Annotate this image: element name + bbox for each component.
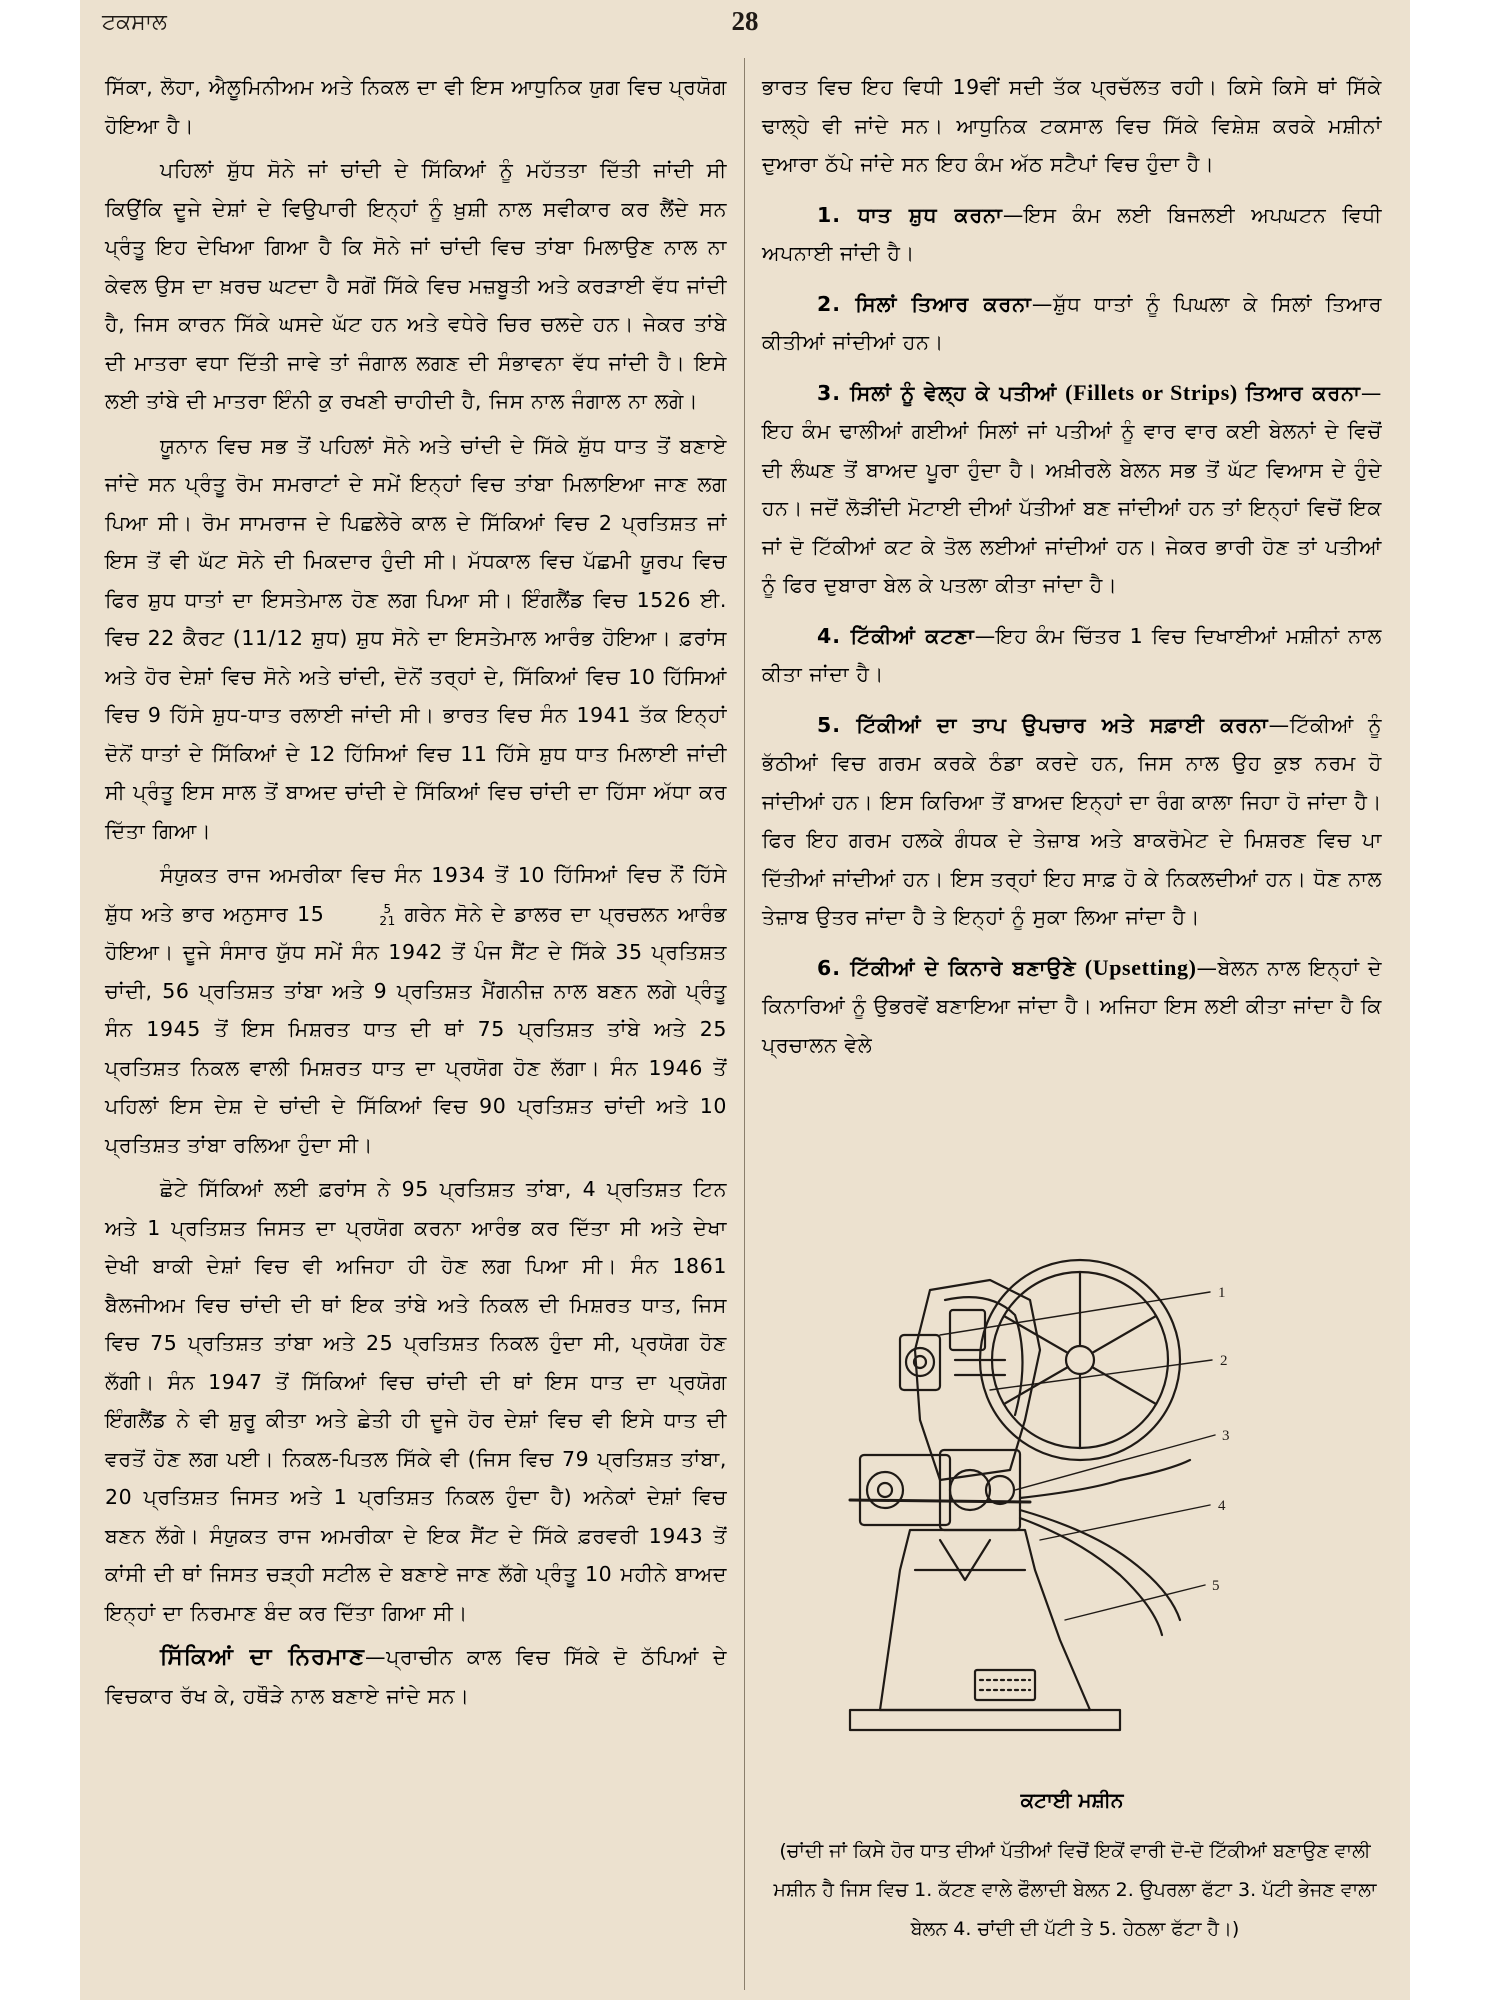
section-heading: ਸਿੱਕਿਆਂ ਦਾ ਨਿਰਮਾਣ: [160, 1644, 365, 1670]
paragraph-text: ਸੰਯੁਕਤ ਰਾਜ ਅਮਰੀਕਾ ਵਿਚ ਸੰਨ 1934 ਤੋਂ 10 ਹਿੱਸਿਆਂ ਵਿਚ ਨੌਂ ਹਿੱਸੇ ਸ਼ੁੱਧ ਅਤੇ ਭਾਰ ਅਨੁਸਾਰ 15: [105, 863, 727, 926]
step-heading: 1. ਧਾਤ ਸ਼ੁਧ ਕਰਨਾ: [817, 202, 1003, 227]
step-text: —ਟਿੱਕੀਆਂ ਨੂੰ ਭੱਠੀਆਂ ਵਿਚ ਗਰਮ ਕਰਕੇ ਠੰਡਾ ਕਰਦੇ ਹਨ, ਜਿਸ ਨਾਲ ਉਹ ਕੁਝ ਨਰਮ ਹੋ ਜਾਂਦੀਆਂ ਹਨ। ਇਸ ਕਿਰਿਆ ਤੋਂ ਬਾਅਦ ਇਨ੍ਹਾਂ ਦਾ ਰੰਗ ਕਾਲਾ ਜਿਹਾ ਹੋ ਜਾਂਦਾ ਹੈ। ਫਿਰ ਇਹ ਗਰਮ ਹਲਕੇ ਗੰਧਕ ਦੇ ਤੇਜ਼ਾਬ ਅਤੇ ਬਾਕਰੋਮੇਟ ਦੇ ਮਿਸ਼ਰਣ ਵਿਚ ਪਾ ਦਿੱਤੀਆਂ ਜਾਂਦੀਆਂ ਹਨ। ਇਸ ਤਰ੍ਹਾਂ ਇਹ ਸਾਫ਼ ਹੋ ਕੇ ਨਿਕਲਦੀਆਂ ਹਨ। ਧੋਣ ਨਾਲ ਤੇਜ਼ਾਬ ਉਤਰ ਜਾਂਦਾ ਹੈ ਤੇ ਇਨ੍ਹਾਂ ਨੂੰ ਸੁਕਾ ਲਿਆ ਜਾਂਦਾ ਹੈ।: [762, 712, 1382, 929]
figure-label-2: 2: [1220, 1353, 1228, 1369]
fraction-denominator: 21: [379, 913, 396, 928]
figure-label-3: 3: [1222, 1428, 1230, 1444]
paragraph: [105, 856, 727, 1164]
step-6: [762, 949, 1382, 1065]
step-text: —ਇਹ ਕੰਮ ਚਿੱਤਰ 1 ਵਿਚ ਦਿਖਾਈਆਂ ਮਸ਼ੀਨਾਂ ਨਾਲ ਕੀਤਾ ਜਾਂਦਾ ਹੈ।: [762, 623, 1382, 686]
step-heading: 4. ਟਿੱਕੀਆਂ ਕਟਣਾ: [817, 623, 975, 648]
step-text: —ਬੇਲਨ ਨਾਲ ਇਨ੍ਹਾਂ ਦੇ ਕਿਨਾਰਿਆਂ ਨੂੰ ਉਭਰਵੇਂ ਬਣਾਇਆ ਜਾਂਦਾ ਹੈ। ਅਜਿਹਾ ਇਸ ਲਈ ਕੀਤਾ ਜਾਂਦਾ ਹੈ ਕਿ ਪ੍ਰਚਾਲਨ ਵੇਲੇ: [762, 955, 1382, 1057]
latin-term: (Fillets or Strips): [1065, 379, 1238, 405]
step-heading: 5. ਟਿੱਕੀਆਂ ਦਾ ਤਾਪ ਉਪਚਾਰ ਅਤੇ ਸਫ਼ਾਈ ਕਰਨਾ: [817, 712, 1269, 737]
step-text: —ਇਹ ਕੰਮ ਢਾਲੀਆਂ ਗਈਆਂ ਸਿਲਾਂ ਜਾਂ ਪਤੀਆਂ ਨੂੰ ਵਾਰ ਵਾਰ ਕਈ ਬੇਲਨਾਂ ਦੇ ਵਿਚੋਂ ਦੀ ਲੰਘਣ ਤੋਂ ਬਾਅਦ ਪੂਰਾ ਹੁੰਦਾ ਹੈ। ਅਖ਼ੀਰਲੇ ਬੇਲਨ ਸਭ ਤੋਂ ਘੱਟ ਵਿਆਸ ਦੇ ਹੁੰਦੇ ਹਨ। ਜਦੋਂ ਲੋੜੀਂਦੀ ਮੋਟਾਈ ਦੀਆਂ ਪੱਤੀਆਂ ਬਣ ਜਾਂਦੀਆਂ ਹਨ ਤਾਂ ਇਨ੍ਹਾਂ ਵਿਚੋਂ ਇਕ ਜਾਂ ਦੋ ਟਿੱਕੀਆਂ ਕਟ ਕੇ ਤੋਲ ਲਈਆਂ ਜਾਂਦੀਆਂ ਹਨ। ਜੇਕਰ ਭਾਰੀ ਹੋਣ ਤਾਂ ਪਤੀਆਂ ਨੂੰ ਫਿਰ ਦੁਬਾਰਾ ਬੇਲ ਕੇ ਪਤਲਾ ਕੀਤਾ ਜਾਂਦਾ ਹੈ।: [762, 380, 1382, 597]
step-5: [762, 706, 1382, 937]
paragraph-text: —ਪ੍ਰਾਚੀਨ ਕਾਲ ਵਿਚ ਸਿੱਕੇ ਦੋ ਠੱਪਿਆਂ ਦੇ ਵਿਚਕਾਰ ਰੱਖ ਕੇ, ਹਥੌੜੇ ਨਾਲ ਬਣਾਏ ਜਾਂਦੇ ਸਨ।: [105, 1645, 727, 1708]
step-heading: 3. ਸਿਲਾਂ ਨੂੰ ਵੇਲ੍ਹ ਕੇ ਪਤੀਆਂ: [817, 380, 1058, 405]
step-1: [762, 196, 1382, 273]
paragraph: ਭਾਰਤ ਵਿਚ ਇਹ ਵਿਧੀ 19ਵੀਂ ਸਦੀ ਤੱਕ ਪ੍ਰਚੱਲਤ ਰਹੀ। ਕਿਸੇ ਕਿਸੇ ਥਾਂ ਸਿੱਕੇ ਢਾਲ੍ਹੇ ਵੀ ਜਾਂਦੇ ਸਨ। ਆਧੁਨਿਕ ਟਕਸਾਲ ਵਿਚ ਸਿੱਕੇ ਵਿਸ਼ੇਸ਼ ਕਰਕੇ ਮਸ਼ੀਨਾਂ ਦੁਆਰਾ ਠੱਪੇ ਜਾਂਦੇ ਸਨ ਇਹ ਕੰਮ ਅੱਠ ਸਟੈਪਾਂ ਵਿਚ ਹੁੰਦਾ ਹੈ।: [762, 75, 1382, 176]
running-title: ਟਕਸਾਲ: [102, 10, 167, 35]
left-column: [105, 68, 727, 1721]
figure-label-5: 5: [1212, 1578, 1220, 1594]
figure-caption-body: (ਚਾਂਦੀ ਜਾਂ ਕਿਸੇ ਹੋਰ ਧਾਤ ਦੀਆਂ ਪੱਤੀਆਂ ਵਿਚੋਂ ਇਕੋਂ ਵਾਰੀ ਦੋ-ਦੋ ਟਿੱਕੀਆਂ ਬਣਾਉਣ ਵਾਲੀ ਮਸ਼ੀਨ ਹੈ ਜਿਸ ਵਿਚ 1. ਕੱਟਣ ਵਾਲੇ ਫੌਲਾਦੀ ਬੇਲਨ 2. ਉਪਰਲਾ ਫੱਟਾ 3. ਪੱਟੀ ਭੇਜਣ ਵਾਲਾ ਬੇਲਨ 4. ਚਾਂਦੀ ਦੀ ਪੱਟੀ ਤੇ 5. ਹੇਠਲਾ ਫੱਟਾ ਹੈ।): [773, 1840, 1377, 1940]
page-number: 28: [731, 6, 759, 36]
figure-label-1: 1: [1218, 1285, 1226, 1301]
roller-assembly: [850, 1450, 1190, 1635]
fraction: [324, 903, 395, 927]
paragraph: ਛੋਟੇ ਸਿੱਕਿਆਂ ਲਈ ਫ਼ਰਾਂਸ ਨੇ 95 ਪ੍ਰਤਿਸ਼ਤ ਤਾਂਬਾ, 4 ਪ੍ਰਤਿਸ਼ਤ ਟਿਨ ਅਤੇ 1 ਪ੍ਰਤਿਸ਼ਤ ਜਿਸਤ ਦਾ ਪ੍ਰਯੋਗ ਕਰਨਾ ਆਰੰਭ ਕਰ ਦਿੱਤਾ ਸੀ ਅਤੇ ਦੇਖਾ ਦੇਖੀ ਬਾਕੀ ਦੇਸ਼ਾਂ ਵਿਚ ਵੀ ਅਜਿਹਾ ਹੀ ਹੋਣ ਲਗ ਪਿਆ ਸੀ। ਸੰਨ 1861 ਬੈਲਜੀਅਮ ਵਿਚ ਚਾਂਦੀ ਦੀ ਥਾਂ ਇਕ ਤਾਂਬੇ ਅਤੇ ਨਿਕਲ ਦੀ ਮਿਸ਼ਰਤ ਧਾਤ, ਜਿਸ ਵਿਚ 75 ਪ੍ਰਤਿਸ਼ਤ ਤਾਂਬਾ ਅਤੇ 25 ਪ੍ਰਤਿਸ਼ਤ ਨਿਕਲ ਹੁੰਦਾ ਸੀ, ਪ੍ਰਯੋਗ ਹੋਣ ਲੱਗੀ। ਸੰਨ 1947 ਤੋਂ ਸਿੱਕਿਆਂ ਵਿਚ ਚਾਂਦੀ ਦੀ ਥਾਂ ਇਸ ਧਾਤ ਦਾ ਪ੍ਰਯੋਗ ਇੰਗਲੈਂਡ ਨੇ ਵੀ ਸ਼ੁਰੂ ਕੀਤਾ ਅਤੇ ਛੇਤੀ ਹੀ ਦੂਜੇ ਹੋਰ ਦੇਸ਼ਾਂ ਵਿਚ ਵੀ ਇਸੇ ਧਾਤ ਦੀ ਵਰਤੋਂ ਹੋਣ ਲਗ ਪਈ। ਨਿਕਲ-ਪਿਤਲ ਸਿੱਕੇ ਵੀ (ਜਿਸ ਵਿਚ 79 ਪ੍ਰਤਿਸ਼ਤ ਤਾਂਬਾ, 20 ਪ੍ਰਤਿਸ਼ਤ ਜਿਸਤ ਅਤੇ 1 ਪ੍ਰਤਿਸ਼ਤ ਨਿਕਲ ਹੁੰਦਾ ਹੈ) ਅਨੇਕਾਂ ਦੇਸ਼ਾਂ ਵਿਚ ਬਣਨ ਲੱਗੇ। ਸੰਯੁਕਤ ਰਾਜ ਅਮਰੀਕਾ ਦੇ ਇਕ ਸੈਂਟ ਦੇ ਸਿੱਕੇ ਫ਼ਰਵਰੀ 1943 ਤੋਂ ਕਾਂਸੀ ਦੀ ਥਾਂ ਜਿਸਤ ਚੜ੍ਹੀ ਸਟੀਲ ਦੇ ਬਣਾਏ ਜਾਣ ਲੱਗੇ ਪ੍ਰੰਤੂ 10 ਮਹੀਨੇ ਬਾਅਦ ਇਨ੍ਹਾਂ ਦਾ ਨਿਰਮਾਣ ਬੰਦ ਕਰ ਦਿੱਤਾ ਗਿਆ ਸੀ।: [105, 1177, 727, 1625]
step-4: [762, 617, 1382, 694]
step-3: [762, 374, 1382, 605]
paragraph: [105, 1638, 727, 1715]
machine-base: [850, 1530, 1120, 1730]
step-heading: 2. ਸਿਲਾਂ ਤਿਆਰ ਕਰਨਾ: [817, 291, 1032, 316]
paragraph: ਯੂਨਾਨ ਵਿਚ ਸਭ ਤੋਂ ਪਹਿਲਾਂ ਸੋਨੇ ਅਤੇ ਚਾਂਦੀ ਦੇ ਸਿੱਕੇ ਸ਼ੁੱਧ ਧਾਤ ਤੋਂ ਬਣਾਏ ਜਾਂਦੇ ਸਨ ਪ੍ਰੰਤੂ ਰੋਮ ਸਮਰਾਟਾਂ ਦੇ ਸਮੇਂ ਇਨ੍ਹਾਂ ਵਿਚ ਤਾਂਬਾ ਮਿਲਾਇਆ ਜਾਣ ਲਗ ਪਿਆ ਸੀ। ਰੋਮ ਸਾਮਰਾਜ ਦੇ ਪਿਛਲੇਰੇ ਕਾਲ ਦੇ ਸਿੱਕਿਆਂ ਵਿਚ 2 ਪ੍ਰਤਿਸ਼ਤ ਜਾਂ ਇਸ ਤੋਂ ਵੀ ਘੱਟ ਸੋਨੇ ਦੀ ਮਿਕਦਾਰ ਹੁੰਦੀ ਸੀ। ਮੱਧਕਾਲ ਵਿਚ ਪੱਛਮੀ ਯੂਰਪ ਵਿਚ ਫਿਰ ਸ਼ੁਧ ਧਾਤਾਂ ਦਾ ਇਸਤੇਮਾਲ ਹੋਣ ਲਗ ਪਿਆ ਸੀ। ਇੰਗਲੈਂਡ ਵਿਚ 1526 ਈ. ਵਿਚ 22 ਕੈਰਟ (11/12 ਸ਼ੁਧ) ਸ਼ੁਧ ਸੋਨੇ ਦਾ ਇਸਤੇਮਾਲ ਆਰੰਭ ਹੋਇਆ। ਫ਼ਰਾਂਸ ਅਤੇ ਹੋਰ ਦੇਸ਼ਾਂ ਵਿਚ ਸੋਨੇ ਅਤੇ ਚਾਂਦੀ, ਦੋਨੋਂ ਤਰ੍ਹਾਂ ਦੇ, ਸਿੱਕਿਆਂ ਵਿਚ 10 ਹਿੱਸਿਆਂ ਵਿਚ 9 ਹਿੱਸੇ ਸ਼ੁਧ-ਧਾਤ ਰਲਾਈ ਜਾਂਦੀ ਸੀ। ਭਾਰਤ ਵਿਚ ਸੰਨ 1941 ਤੱਕ ਇਨ੍ਹਾਂ ਦੋਨੋਂ ਧਾਤਾਂ ਦੇ ਸਿੱਕਿਆਂ ਦੇ 12 ਹਿੱਸਿਆਂ ਵਿਚ 11 ਹਿੱਸੇ ਸ਼ੁਧ ਧਾਤ ਮਿਲਾਈ ਜਾਂਦੀ ਸੀ ਪ੍ਰੰਤੂ ਇਸ ਸਾਲ ਤੋਂ ਬਾਅਦ ਚਾਂਦੀ ਦੇ ਸਿੱਕਿਆਂ ਵਿਚ ਚਾਂਦੀ ਦਾ ਹਿੱਸਾ ਅੱਧਾ ਕਰ ਦਿੱਤਾ ਗਿਆ।: [105, 433, 727, 843]
cutting-machine-illustration: [790, 1240, 1270, 1760]
step-text: —ਸ਼ੁੱਧ ਧਾਤਾਂ ਨੂੰ ਪਿਘਲਾ ਕੇ ਸਿਲਾਂ ਤਿਆਰ ਕੀਤੀਆਂ ਜਾਂਦੀਆਂ ਹਨ।: [762, 291, 1383, 354]
step-heading: ਤਿਆਰ ਕਰਨਾ: [1245, 380, 1361, 405]
step-2: [762, 285, 1382, 362]
paragraph: ਪਹਿਲਾਂ ਸ਼ੁੱਧ ਸੋਨੇ ਜਾਂ ਚਾਂਦੀ ਦੇ ਸਿੱਕਿਆਂ ਨੂੰ ਮਹੱਤਤਾ ਦਿੱਤੀ ਜਾਂਦੀ ਸੀ ਕਿਉਂਕਿ ਦੂਜੇ ਦੇਸ਼ਾਂ ਦੇ ਵਿਉਪਾਰੀ ਇਨ੍ਹਾਂ ਨੂੰ ਖ਼ੁਸ਼ੀ ਨਾਲ ਸਵੀਕਾਰ ਕਰ ਲੈਂਦੇ ਸਨ ਪ੍ਰੰਤੂ ਇਹ ਦੇਖਿਆ ਗਿਆ ਹੈ ਕਿ ਸੋਨੇ ਜਾਂ ਚਾਂਦੀ ਵਿਚ ਤਾਂਬਾ ਮਿਲਾਉਣ ਨਾਲ ਨਾ ਕੇਵਲ ਉਸ ਦਾ ਖ਼ਰਚ ਘਟਦਾ ਹੈ ਸਗੋਂ ਸਿੱਕੇ ਵਿਚ ਮਜ਼ਬੂਤੀ ਅਤੇ ਕਰੜਾਈ ਵੱਧ ਜਾਂਦੀ ਹੈ, ਜਿਸ ਕਾਰਨ ਸਿੱਕੇ ਘਸਦੇ ਘੱਟ ਹਨ ਅਤੇ ਵਧੇਰੇ ਚਿਰ ਚਲਦੇ ਹਨ। ਜੇਕਰ ਤਾਂਬੇ ਦੀ ਮਾਤਰਾ ਵਧਾ ਦਿੱਤੀ ਜਾਵੇ ਤਾਂ ਜੰਗਾਲ ਲਗਣ ਦੀ ਸੰਭਾਵਨਾ ਵੱਧ ਜਾਂਦੀ ਹੈ। ਇਸੇ ਲਈ ਤਾਂਬੇ ਦੀ ਮਾਤਰਾ ਇੰਨੀ ਕੁ ਰਖਣੀ ਚਾਹੀਦੀ ਹੈ, ਜਿਸ ਨਾਲ ਜੰਗਾਲ ਨਾ ਲਗੇ।: [105, 158, 727, 413]
step-text: —ਇਸ ਕੰਮ ਲਈ ਬਿਜਲਈ ਅਪਘਟਨ ਵਿਧੀ ਅਪਨਾਈ ਜਾਂਦੀ ਹੈ।: [762, 202, 1382, 265]
step-heading: 6. ਟਿੱਕੀਆਂ ਦੇ ਕਿਨਾਰੇ ਬਣਾਉਣੇ: [817, 955, 1077, 980]
fraction-numerator: 5: [383, 901, 392, 916]
paragraph-text: ਗਰੇਨ ਸੋਨੇ ਦੇ ਡਾਲਰ ਦਾ ਪ੍ਰਚਲਨ ਆਰੰਭ ਹੋਇਆ। ਦੂਜੇ ਸੰਸਾਰ ਯੁੱਧ ਸਮੇਂ ਸੰਨ 1942 ਤੋਂ ਪੰਜ ਸੈਂਟ ਦੇ ਸਿੱਕੇ 35 ਪ੍ਰਤਿਸ਼ਤ ਚਾਂਦੀ, 56 ਪ੍ਰਤਿਸ਼ਤ ਤਾਂਬਾ ਅਤੇ 9 ਪ੍ਰਤਿਸ਼ਤ ਮੈਂਗਨੀਜ਼ ਨਾਲ ਬਣਨ ਲਗੇ ਪ੍ਰੰਤੂ ਸੰਨ 1945 ਤੋਂ ਇਸ ਮਿਸ਼ਰਤ ਧਾਤ ਦੀ ਥਾਂ 75 ਪ੍ਰਤਿਸ਼ਤ ਤਾਂਬੇ ਅਤੇ 25 ਪ੍ਰਤਿਸ਼ਤ ਨਿਕਲ ਵਾਲੀ ਮਿਸ਼ਰਤ ਧਾਤ ਦਾ ਪ੍ਰਯੋਗ ਹੋਣ ਲੱਗਾ। ਸੰਨ 1946 ਤੋਂ ਪਹਿਲਾਂ ਇਸ ਦੇਸ਼ ਦੇ ਚਾਂਦੀ ਦੇ ਸਿੱਕਿਆਂ ਵਿਚ 90 ਪ੍ਰਤਿਸ਼ਤ ਚਾਂਦੀ ਅਤੇ 10 ਪ੍ਰਤਿਸ਼ਤ ਤਾਂਬਾ ਰਲਿਆ ਹੁੰਦਾ ਸੀ।: [105, 901, 727, 1157]
figure-caption-title: ਕਟਾਈ ਮਸ਼ੀਨ: [1020, 1788, 1124, 1812]
paragraph: ਸਿੱਕਾ, ਲੋਹਾ, ਐਲੂਮਿਨੀਅਮ ਅਤੇ ਨਿਕਲ ਦਾ ਵੀ ਇਸ ਆਧੁਨਿਕ ਯੁਗ ਵਿਚ ਪ੍ਰਯੋਗ ਹੋਇਆ ਹੈ।: [105, 75, 727, 138]
right-column: [762, 68, 1382, 1070]
latin-term: (Upsetting): [1084, 954, 1197, 980]
figure-label-4: 4: [1218, 1498, 1226, 1514]
column-divider: [744, 58, 745, 1990]
